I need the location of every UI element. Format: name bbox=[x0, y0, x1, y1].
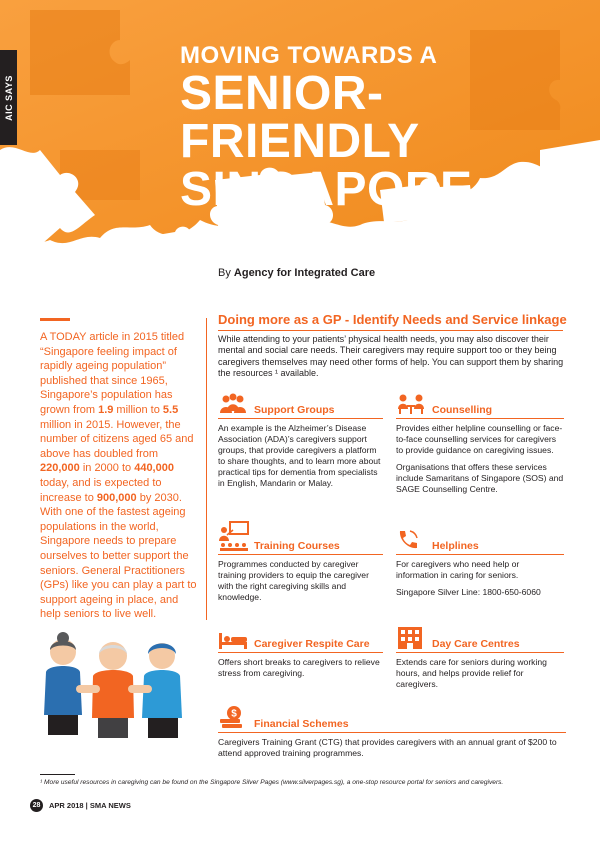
card-counselling bbox=[396, 392, 564, 495]
card-rule bbox=[218, 652, 383, 653]
stat-2000-seniors: 220,000 bbox=[40, 462, 80, 475]
intro-text-3: million in 2015. However, the number of citizens aged 65 and above has doubled from bbox=[40, 418, 194, 460]
card-support-groups bbox=[218, 392, 383, 489]
card-helplines bbox=[396, 528, 564, 598]
title-line-1: MOVING TOWARDS A bbox=[180, 42, 438, 69]
bed-icon bbox=[218, 629, 248, 649]
counselling-icon bbox=[396, 393, 426, 415]
card-body: Offers short breaks to caregivers to relieve stress from caregiving. bbox=[218, 657, 380, 678]
card-body: Programmes conducted by caregiver training providers to equip the caregiver with the right caregiving skills and knowledge. bbox=[218, 559, 369, 602]
footnote: ¹ More useful resources in caregiving can be found on the Singapore Silver Pages (www.silverpages.sg), a one-stop resource portal for seniors and caregivers. bbox=[40, 779, 504, 786]
intro-text-4: in 2000 to bbox=[79, 462, 135, 475]
card-title: Caregiver Respite Care bbox=[254, 638, 370, 650]
svg-text:$: $ bbox=[231, 708, 237, 720]
section-heading-rule bbox=[218, 330, 563, 331]
stat-2030-seniors: 900,000 bbox=[96, 491, 137, 504]
card-rule bbox=[218, 418, 383, 419]
intro-text-5: today, and is expected to increase to bbox=[40, 476, 162, 504]
intro-text-6: by 2030. With one of the fastest ageing populations in the world, Singapore needs to prepare ourselves to better support the seniors. General Practitioners (GPs) like you can play a part to support ageing in place, and help seniors to live well. bbox=[40, 491, 197, 621]
stat-today-seniors: 440,000 bbox=[134, 462, 174, 475]
card-rule bbox=[396, 418, 564, 419]
card-rule bbox=[396, 554, 564, 555]
title-line-2: SENIOR- bbox=[180, 67, 384, 120]
section-tab-label: AIC SAYS bbox=[3, 74, 14, 121]
byline bbox=[218, 267, 375, 279]
card-training-courses bbox=[218, 528, 383, 603]
card-title: Support Groups bbox=[254, 404, 335, 416]
card-body: For caregivers who need help or information in caring for seniors. bbox=[396, 559, 520, 580]
byline-author: Agency for Integrated Care bbox=[233, 267, 376, 279]
page-footer bbox=[30, 799, 131, 812]
title-line-4: SINGAPORE bbox=[180, 163, 473, 216]
intro-text-1: A TODAY article in 2015 titled “Singapore feeling impact of rapidly ageing population” published that since 1965, Singapore’s population has grown from bbox=[40, 331, 185, 416]
card-body: An example is the Alzheimer’s Disease Association (ADA)’s caregivers support groups, that provide caregivers a platform to share thoughts, and to learn more about practical tips for dementia from specialists in English, Mandarin or Malay. bbox=[218, 423, 381, 488]
card-title: Helplines bbox=[432, 540, 479, 552]
intro-text-2: million to bbox=[113, 403, 163, 416]
group-icon bbox=[218, 393, 248, 415]
phone-icon bbox=[396, 529, 420, 551]
section-intro: While attending to your patients’ physical health needs, you may also discover their mental and social care needs. Their caregivers may require support too or they being caregivers themselves may need other forms of help. You can support them by sharing the resources ¹ available. bbox=[218, 334, 564, 379]
card-respite-care bbox=[218, 626, 383, 679]
card-rule bbox=[396, 652, 564, 653]
card-rule bbox=[218, 554, 383, 555]
card-financial-schemes bbox=[218, 706, 566, 759]
intro-paragraph bbox=[40, 330, 200, 622]
card-body: Provides either helpline counselling or face-to-face counselling services for caregivers to provide guidance on caregiving issues. bbox=[396, 423, 563, 455]
title-line-3: FRIENDLY bbox=[180, 115, 420, 168]
card-body: Extends care for seniors during working hours, and helps provide relief for caregivers. bbox=[396, 657, 547, 689]
card-rule bbox=[218, 732, 566, 733]
left-accent-rule bbox=[40, 318, 70, 321]
stat-2015-population: 5.5 bbox=[162, 403, 179, 416]
hero-banner bbox=[0, 0, 600, 265]
card-body: Caregivers Training Grant (CTG) that provides caregivers with an annual grant of $200 to attend approved training programmes. bbox=[218, 737, 557, 758]
building-icon bbox=[396, 625, 424, 649]
page-title bbox=[180, 42, 473, 214]
page-number: 28 bbox=[30, 799, 43, 812]
byline-prefix: By bbox=[218, 267, 234, 279]
card-title: Training Courses bbox=[254, 540, 340, 552]
money-icon bbox=[218, 705, 246, 729]
issue-label: APR 2018 | SMA NEWS bbox=[49, 801, 131, 810]
footnote-rule bbox=[40, 774, 75, 775]
section-heading: Doing more as a GP - Identify Needs and Service linkage bbox=[218, 312, 567, 327]
card-body-2: Organisations that offers these services include Samaritans of Singapore (SOS) and SAGE Counselling Centre. bbox=[396, 462, 564, 494]
presentation-icon bbox=[218, 521, 250, 551]
section-tab bbox=[0, 50, 17, 145]
seniors-illustration bbox=[38, 630, 188, 745]
stat-1965-population: 1.9 bbox=[98, 403, 114, 416]
column-divider bbox=[206, 318, 207, 620]
card-day-care bbox=[396, 626, 564, 690]
card-title: Day Care Centres bbox=[432, 638, 520, 650]
card-title: Counselling bbox=[432, 404, 493, 416]
card-title: Financial Schemes bbox=[254, 718, 349, 730]
card-body-2: Singapore Silver Line: 1800-650-6060 bbox=[396, 587, 541, 597]
